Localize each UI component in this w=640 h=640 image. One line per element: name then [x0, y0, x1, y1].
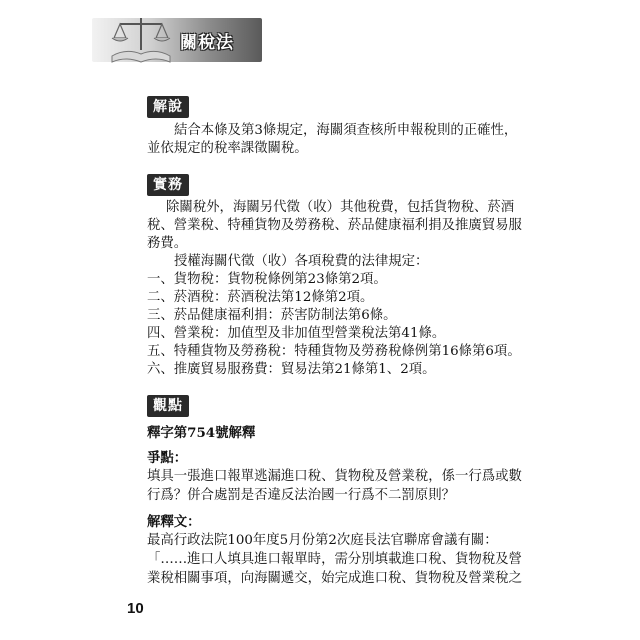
interpretation-heading: 解釋文：: [147, 514, 201, 530]
practice-line: 稅、營業稅、特種貨物及勞務稅、菸品健康福利捐及推廣貿易服: [147, 218, 522, 233]
section-label-viewpoint: 觀點: [147, 395, 189, 417]
interpretation-line: 業稅相關事項，向海關遞交，始完成進口稅、貨物稅及營業稅之: [147, 571, 522, 586]
practice-line: 授權海關代徵（收）各項稅費的法律規定：: [174, 254, 429, 269]
practice-list-item: 三、菸品健康福利捐：菸害防制法第6條。: [147, 308, 397, 323]
chapter-title: 關稅法: [180, 33, 234, 53]
practice-list-item: 四、營業稅：加值型及非加值型營業稅法第41條。: [147, 326, 446, 341]
interpretation-line: 「……進口人填具進口報單時，需分別填載進口稅、貨物稅及營: [147, 552, 522, 567]
section-label-explanation: 解說: [147, 96, 189, 118]
practice-list-item: 一、貨物稅：貨物稅條例第23條第2項。: [147, 272, 387, 287]
page-number: 10: [127, 600, 144, 617]
practice-line: 務費。: [147, 236, 188, 251]
issue-line: 行爲？併合處罰是否違反法治國一行爲不二罰原則？: [147, 488, 455, 503]
practice-line: 除關稅外，海關另代徵（收）其他稅費，包括貨物稅、菸酒: [166, 200, 515, 215]
issue-heading: 爭點：: [147, 450, 188, 466]
practice-list-item: 六、推廣貿易服務費：貿易法第21條第1、2項。: [147, 362, 436, 377]
practice-list-item: 五、特種貨物及勞務稅：特種貨物及勞務稅條例第16條第6項。: [147, 344, 521, 359]
chapter-header: [92, 14, 262, 66]
explanation-line: 結合本條及第3條規定，海關須查核所申報稅則的正確性，: [174, 123, 518, 138]
explanation-line: 並依規定的稅率課徵關稅。: [147, 141, 308, 156]
scales-and-book-icon: [106, 14, 176, 66]
viewpoint-subtitle: 釋字第754號解釋: [147, 425, 256, 441]
interpretation-line: 最高行政法院100年度5月份第2次庭長法官聯席會議有關：: [147, 533, 498, 548]
section-label-practice: 實務: [147, 174, 189, 196]
issue-line: 填具一張進口報單逃漏進口稅、貨物稅及營業稅，係一行爲或數: [147, 469, 522, 484]
practice-list-item: 二、菸酒稅：菸酒稅法第12條第2項。: [147, 290, 374, 305]
